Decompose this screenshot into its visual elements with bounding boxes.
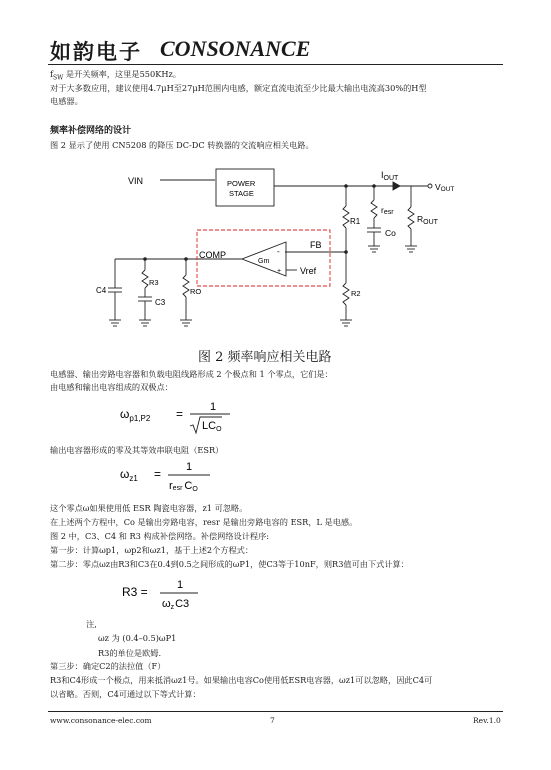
para-4: 这个零点ω如果使用低 ESR 陶瓷电容器，z1 可忽略。 <box>50 503 248 513</box>
label-r3: R3 <box>149 278 159 287</box>
para-8: 第二步：零点ωz由R3和C3在0.4到0.5之间形成的ωP1，使C3等于10nF，则R3值可由下式计算： <box>50 559 409 569</box>
r1-junction <box>344 184 348 188</box>
eq2-numerator: 1 <box>186 461 193 473</box>
footer-rev: Rev.1.0 <box>473 716 501 725</box>
frequency-response-circuit <box>90 160 480 340</box>
label-r2: R2 <box>351 289 361 298</box>
eq1-numerator: 1 <box>210 401 217 413</box>
label-power: POWER <box>227 179 256 188</box>
para-1: 电感器、输出旁路电容器和负载电阻线路形成 2 个极点和 1 个零点，它们是： <box>50 369 333 379</box>
para-11: 以省略。否则，C4可通过以下等式计算： <box>50 689 201 699</box>
para-7: 第一步：计算ωp1，ωp2和ωz1，基于上述2个方程式： <box>50 545 254 555</box>
fsw-text: 是开关频率，这里是550KHz。 <box>63 69 181 79</box>
r1-resistor <box>343 206 349 228</box>
label-stage: STAGE <box>229 189 254 198</box>
label-c3: C3 <box>155 298 166 307</box>
para-2: 由电感和输出电容组成的双极点： <box>50 382 173 392</box>
r3-resistor <box>142 270 148 288</box>
header-rule <box>48 64 503 65</box>
ro-resistor <box>183 275 189 297</box>
label-gm: Gm <box>258 258 270 265</box>
label-vin: VIN <box>128 176 144 186</box>
eq3-numerator: 1 <box>177 579 184 591</box>
ro-junction <box>184 257 188 261</box>
footer-rule <box>48 711 503 712</box>
para-9: 第三步：确定C2的法拉值（F） <box>50 661 166 671</box>
note-omega-z: ωz 为 (0.4–0.5)ωP1 <box>98 633 177 643</box>
label-fb: FB <box>310 240 322 250</box>
rout-resistor <box>408 207 414 229</box>
label-comp: COMP <box>199 250 226 260</box>
inductor-line-1: 对于大多数应用，建议使用4.7μH至27μH范围内电感，额定直流电流至少比最大输出电流高30%的H型 <box>50 83 427 93</box>
iout-arrow <box>393 182 400 190</box>
section-title: 频率补偿网络的设计 <box>50 126 132 136</box>
eq1-equals: = <box>176 407 184 421</box>
para-5: 在上述两个方程中，Co 是输出旁路电容，resr 是输出旁路电容的 ESR，L 是电感。 <box>50 517 358 527</box>
fb-junction <box>344 250 348 254</box>
label-vref: Vref <box>300 266 317 276</box>
label-vout: VOUT <box>435 182 455 193</box>
figure-intro: 图 2 显示了使用 CN5208 的降压 DC-DC 转换器的交流响应相关电路。 <box>50 140 314 150</box>
inductor-line-2: 电感器。 <box>50 96 83 106</box>
equation-double-pole <box>118 396 238 436</box>
brand-chinese: 如韵电子 <box>50 39 142 64</box>
r2-resistor <box>343 283 349 305</box>
label-iout: $I_{OUT}$ <box>381 170 399 182</box>
para-3: 输出电容器形成的零及其等效串联电阻（ESR） <box>50 445 224 455</box>
label-plus: + <box>277 268 282 275</box>
note-r3-unit: R3的单位是欧姆. <box>98 648 162 658</box>
eq3-lhs: R3 = <box>122 585 148 599</box>
label-c4: C4 <box>96 286 107 295</box>
figure-caption: 图 2 频率响应相关电路 <box>198 350 332 365</box>
para-6: 图 2 中，C3、C4 和 R3 构成补偿网络。补偿网络设计程序: <box>50 531 270 541</box>
para-10: R3和C4形成一个极点，用来抵消ωz1号。如果输出电容Co使用低ESR电容器，ωz1可以忽略，因此C4可 <box>50 675 433 685</box>
footer-page: 7 <box>270 716 275 725</box>
vout-node <box>428 184 432 188</box>
equation-r3 <box>120 575 210 613</box>
label-resr: resr <box>381 205 394 216</box>
eq1-omega: $\omega_{p1,P2}$ <box>120 407 151 423</box>
resr-junction <box>372 184 376 188</box>
eq2-equals: = <box>154 467 162 481</box>
label-minus: - <box>277 247 280 256</box>
eq2-omega: $\omega_{z1}$ <box>120 467 138 483</box>
note-label: 注, <box>86 619 97 629</box>
eq2-denominator: resr CO <box>169 480 198 493</box>
fsw-symbol: f <box>50 69 54 79</box>
footer-url: www.consonance-elec.com <box>50 716 152 725</box>
r3-junction <box>143 257 147 261</box>
fsw-sub: SW <box>53 74 64 82</box>
label-co: Co <box>385 228 396 238</box>
eq3-denominator: ωzC3 <box>162 598 190 611</box>
brand-english: CONSONANCE <box>160 36 311 61</box>
label-rout: $R_{OUT}$ <box>417 214 438 226</box>
equation-esr-zero <box>118 458 228 496</box>
label-r1: R1 <box>350 217 361 226</box>
label-ro: RO <box>190 287 202 296</box>
resr-resistor <box>371 200 377 218</box>
eq1-denominator: LCO <box>202 420 222 433</box>
